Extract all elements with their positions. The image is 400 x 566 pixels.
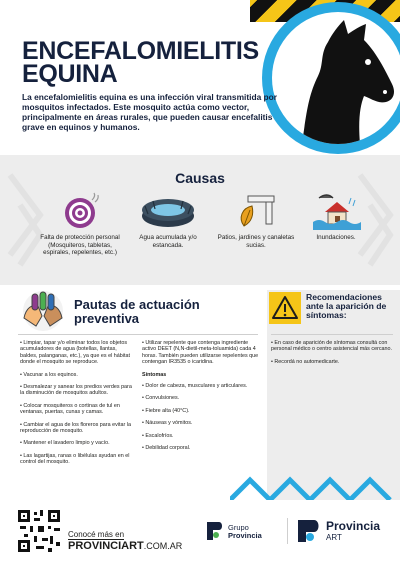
sintomas-title: Síntomas — [142, 371, 167, 378]
flood-house-icon — [311, 192, 361, 230]
list-item: • Limpiar, tapar y/o eliminar todos los objetos acumuladores de agua (botellas, llantas, baldes, palanganas, etc.), ya que es el hábitat donde el mosquito se reproduce. — [20, 340, 130, 366]
cause-label: Inundaciones. — [316, 234, 356, 241]
grupo-provincia-logo-text: Grupo Provincia — [228, 523, 262, 540]
intro-text: La encefalomielitis equina es una infección viral transmitida por mosquitos infectados. Este mosquito actúa como vector, principalmente en áreas rurales, que pueden causar encefalitis grave en equinos y humanos. — [22, 92, 278, 132]
list-item: • Vacunar a los equinos. — [20, 371, 78, 378]
tire-icon — [139, 192, 197, 230]
recomendaciones-list — [271, 340, 393, 371]
causas-title: Causas — [175, 170, 225, 186]
list-item: • Cambiar el agua de los floreros para evitar la reproducción de mosquito. — [20, 421, 131, 435]
provincia-art-sub: ART — [326, 533, 342, 542]
footer-divider — [287, 518, 288, 544]
horse-badge — [262, 2, 400, 154]
grupo-provincia-logo-icon — [205, 520, 225, 542]
list-item: • Escalofríos. — [142, 432, 174, 439]
cause-item-proteccion — [40, 192, 120, 257]
provincia-art-name: Provincia — [326, 519, 381, 533]
list-item: • Náuseas y vómitos. — [142, 420, 193, 427]
list-item: • Fiebre alta (40°C). — [142, 407, 190, 414]
cause-item-agua — [128, 192, 208, 249]
cause-label: Falta de protección personal (Mosquiteros, tabletas, espirales, repelentes, etc.) — [40, 234, 120, 256]
horse-head-icon — [272, 12, 400, 144]
list-item: • Mantener el lavadero limpio y vacío. — [20, 440, 110, 447]
website-link[interactable]: PROVINCIART.COM.AR — [68, 540, 183, 552]
divider — [18, 334, 258, 335]
mosquito-coil-icon — [58, 192, 102, 230]
list-item: • Colocar mosquiteros o cortinas de tul en ventanas, puertas, cunas y camas. — [20, 402, 120, 416]
pautas-title: Pautas de actuación preventiva — [74, 297, 200, 326]
pautas-column-1 — [20, 340, 135, 472]
page-title: ENCEFALOMIELITIS EQUINA — [22, 37, 259, 88]
list-item: • Convulsiones. — [142, 395, 180, 402]
list-item: • Dolor de cabeza, musculares y articulares. — [142, 383, 248, 390]
qr-code[interactable] — [16, 508, 62, 554]
pautas-column-2 — [142, 340, 262, 457]
cause-item-patios — [216, 192, 296, 249]
divider — [271, 334, 393, 335]
provincia-art-logo-icon — [296, 518, 322, 544]
list-item: • Recordá no automedicarte. — [271, 358, 340, 365]
header-white-block — [0, 0, 250, 22]
list-item: • Desmalezar y sanear los predios verdes para la disminución de mosquitos adultos. — [20, 384, 132, 397]
gutter-icon — [234, 192, 278, 230]
recomendaciones-title: Recomendaciones ante la aparición de síntomas: — [306, 292, 387, 320]
list-item: • Las lagartijas, ranas o libélulas ayudan en el control del mosquito. — [20, 452, 130, 466]
cause-label: Agua acumulada y/o estancada. — [139, 234, 197, 249]
list-item: • Utilizar repelente que contenga ingrediente activo DEET (N,N-dietil-meta-toluamida) cada 4 horas. También pueden utilizarse repelentes que contengan IR3535 o icaridina. — [142, 340, 259, 366]
cause-label: Patios, jardines y canaletas sucias. — [217, 234, 295, 249]
warning-icon — [269, 292, 301, 324]
hands-together-icon — [18, 290, 68, 332]
list-item: • Debilidad corporal. — [142, 445, 191, 452]
list-item: • En caso de aparición de síntomas consultá con personal médico o centro asistencial más cercano. — [271, 340, 393, 353]
conoce-label: Conocé más en — [68, 530, 125, 539]
cause-item-inundaciones — [296, 192, 376, 242]
